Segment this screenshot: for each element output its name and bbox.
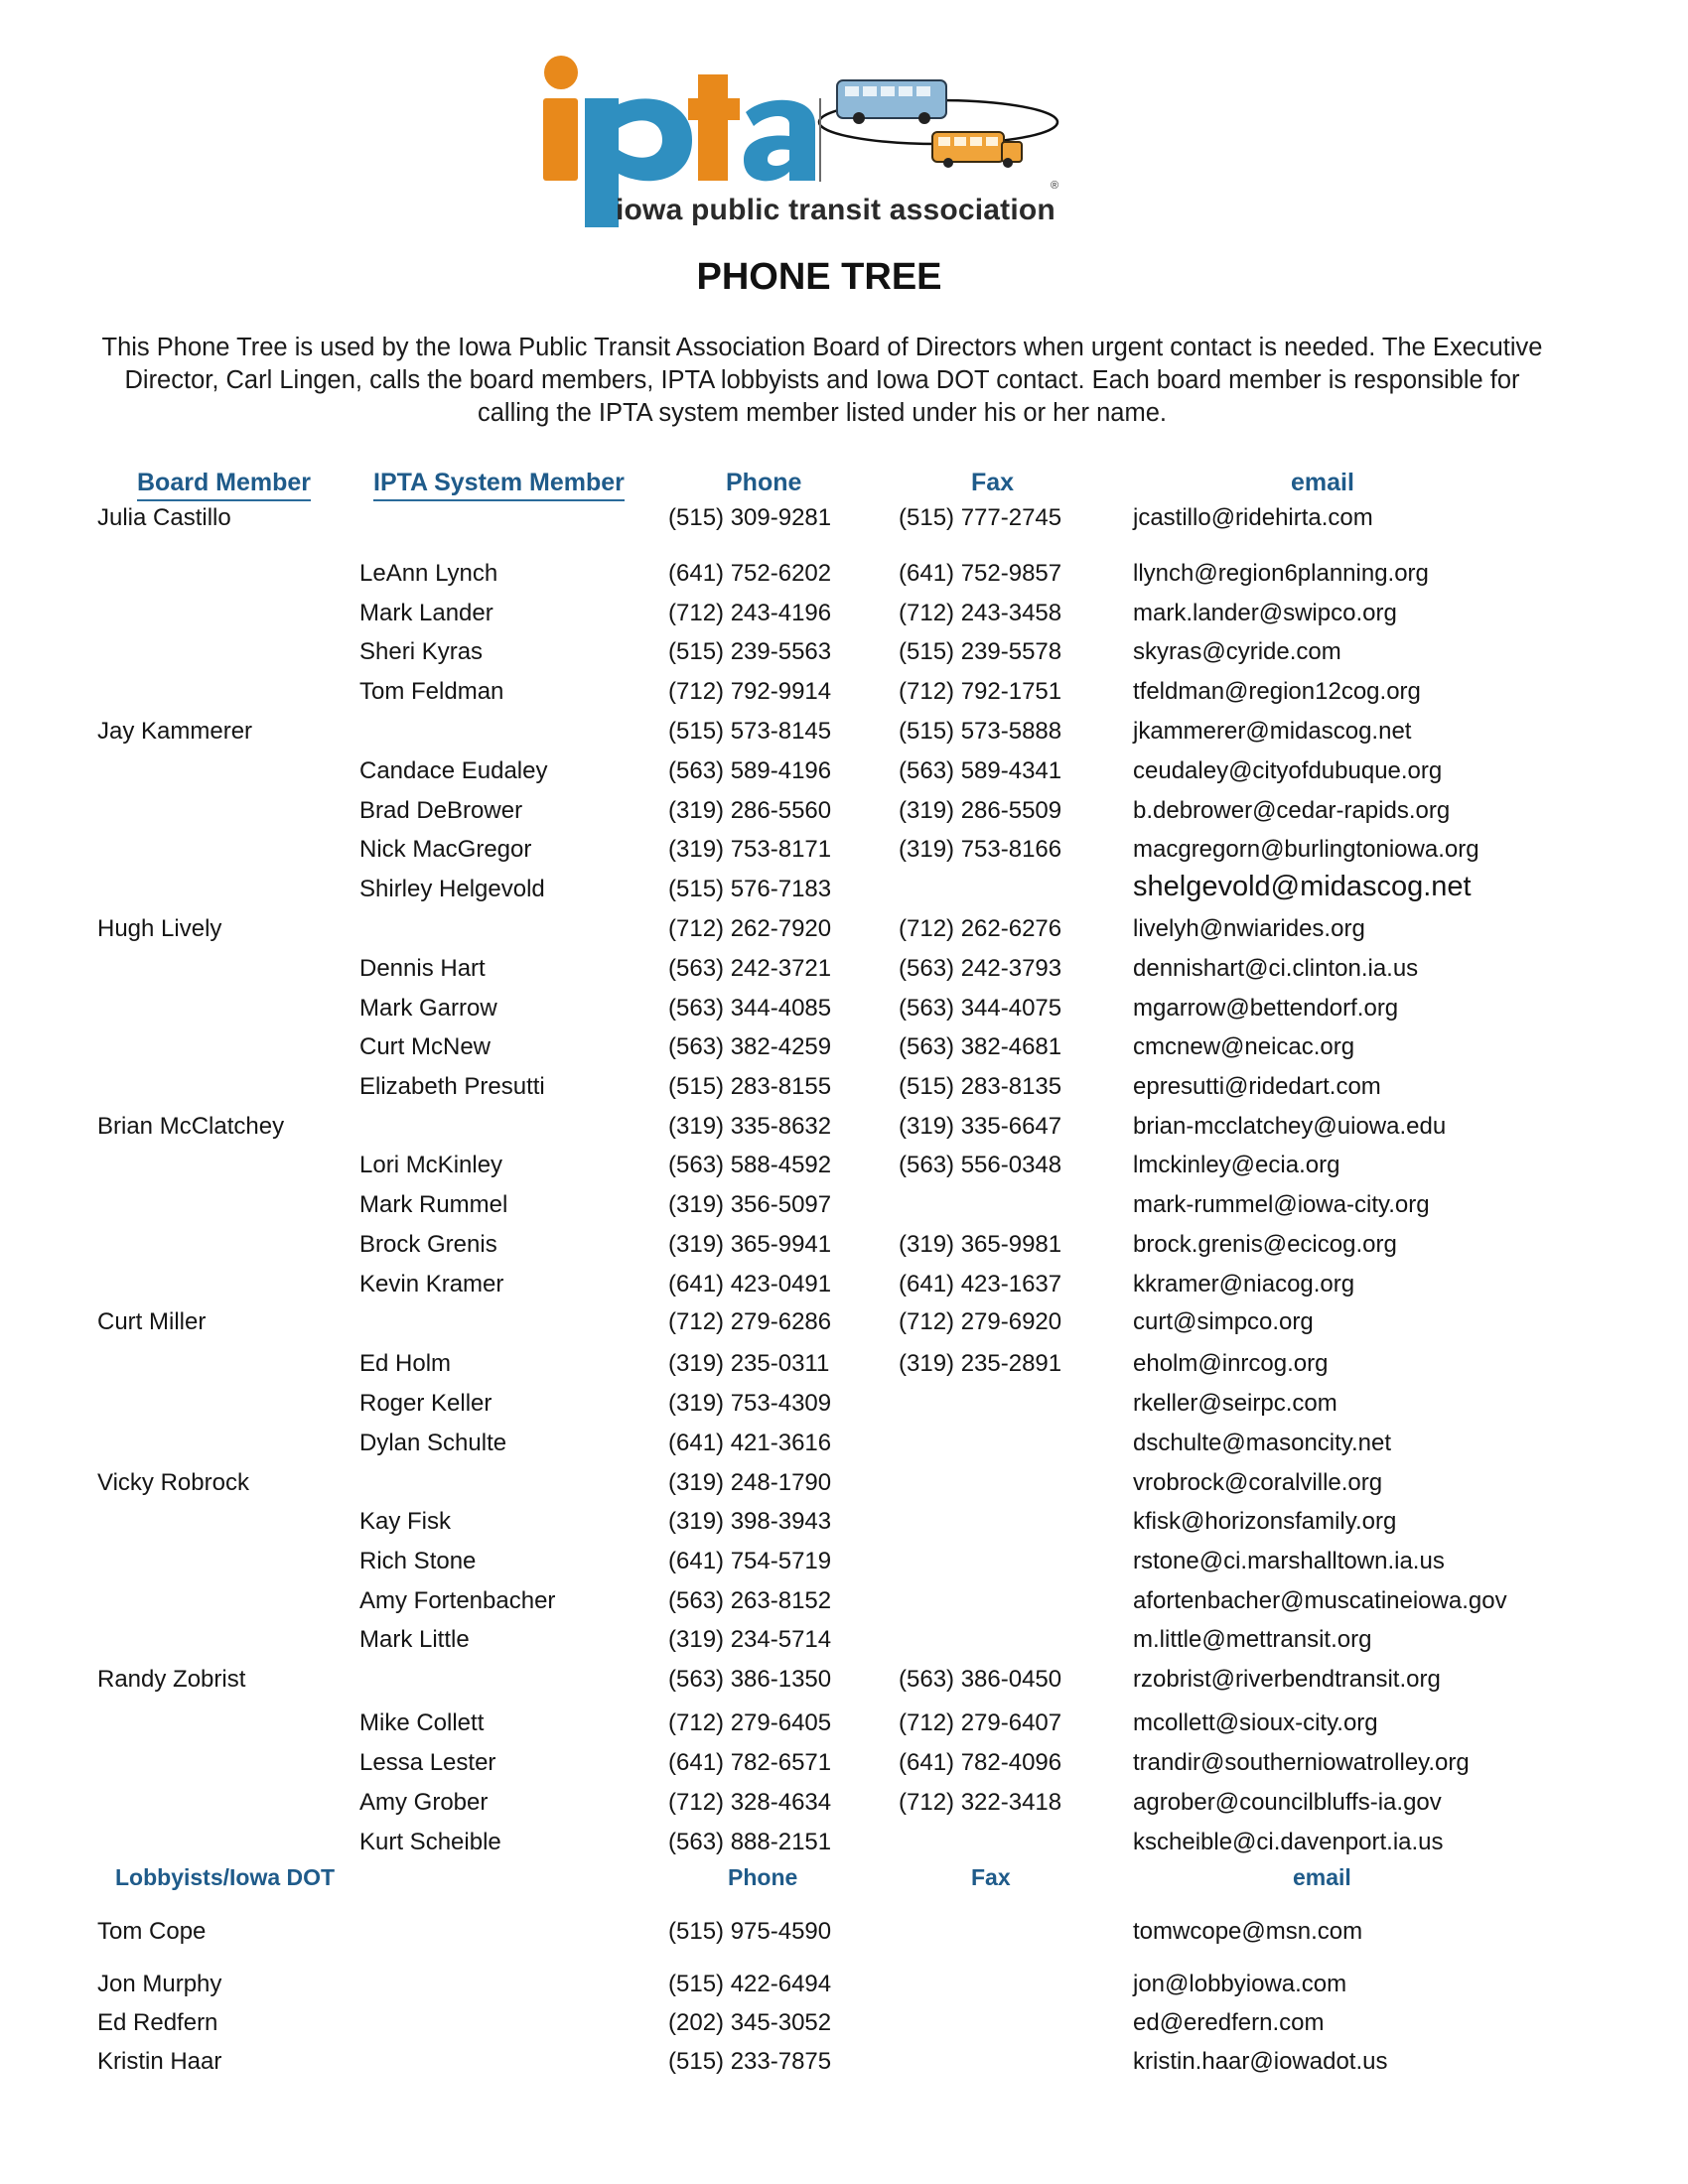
cell-email[interactable]: dennishart@ci.clinton.ia.us xyxy=(1133,955,1419,982)
lobby-row xyxy=(0,2009,1688,2039)
cell-phone: (712) 328-4634 xyxy=(668,1789,832,1816)
table-row xyxy=(0,678,1688,708)
cell-phone: (563) 589-4196 xyxy=(668,757,832,784)
cell-system: Kevin Kramer xyxy=(359,1271,504,1297)
cell-system: Nick MacGregor xyxy=(359,836,532,863)
lobby-row xyxy=(0,1918,1688,1948)
table-row xyxy=(0,1587,1688,1617)
cell-phone: (641) 423-0491 xyxy=(668,1271,832,1297)
cell-fax: (319) 286-5509 xyxy=(899,797,1062,824)
cell-phone: (563) 344-4085 xyxy=(668,995,832,1022)
cell-fax: (641) 423-1637 xyxy=(899,1271,1062,1297)
cell-board: Brian McClatchey xyxy=(97,1113,285,1140)
lobby-cell-email[interactable]: tomwcope@msn.com xyxy=(1133,1918,1363,1945)
header-ipta-system-member: IPTA System Member xyxy=(373,469,625,501)
cell-system: Rich Stone xyxy=(359,1548,477,1574)
header-board-member: Board Member xyxy=(137,469,311,501)
lobby-cell-phone: (202) 345-3052 xyxy=(668,2009,832,2036)
cell-fax: (563) 589-4341 xyxy=(899,757,1062,784)
table-row xyxy=(0,1626,1688,1656)
cell-phone: (515) 283-8155 xyxy=(668,1073,832,1100)
cell-fax: (515) 573-5888 xyxy=(899,718,1062,745)
cell-email[interactable]: mgarrow@bettendorf.org xyxy=(1133,995,1399,1022)
cell-phone: (319) 365-9941 xyxy=(668,1231,832,1258)
cell-email[interactable]: macgregorn@burlingtoniowa.org xyxy=(1133,836,1479,863)
cell-email[interactable]: vrobrock@coralville.org xyxy=(1133,1469,1383,1496)
cell-phone: (319) 235-0311 xyxy=(668,1350,830,1377)
cell-fax: (319) 335-6647 xyxy=(899,1113,1062,1140)
table-row xyxy=(0,1749,1688,1779)
cell-system: Shirley Helgevold xyxy=(359,876,545,902)
cell-phone: (641) 782-6571 xyxy=(668,1749,832,1776)
header-lobby-fax: Fax xyxy=(971,1864,1011,1890)
cell-system: Elizabeth Presutti xyxy=(359,1073,545,1100)
cell-phone: (319) 335-8632 xyxy=(668,1113,832,1140)
cell-phone: (563) 386-1350 xyxy=(668,1666,832,1693)
cell-system: Tom Feldman xyxy=(359,678,504,705)
table-row xyxy=(0,504,1688,534)
cell-phone: (319) 753-4309 xyxy=(668,1390,832,1417)
cell-fax: (563) 242-3793 xyxy=(899,955,1062,982)
cell-system: LeAnn Lynch xyxy=(359,560,498,587)
cell-board: Julia Castillo xyxy=(97,504,231,531)
cell-email[interactable]: b.debrower@cedar-rapids.org xyxy=(1133,797,1451,824)
cell-phone: (712) 262-7920 xyxy=(668,915,832,942)
table-row xyxy=(0,1231,1688,1261)
registered-mark: ® xyxy=(1051,180,1059,192)
cell-fax: (319) 753-8166 xyxy=(899,836,1062,863)
table-row xyxy=(0,560,1688,590)
table-row xyxy=(0,757,1688,787)
table-row xyxy=(0,1113,1688,1143)
table-row xyxy=(0,1430,1688,1459)
table-row xyxy=(0,1073,1688,1103)
cell-email[interactable]: shelgevold@midascog.net xyxy=(1133,871,1472,902)
cell-phone: (319) 398-3943 xyxy=(668,1508,832,1535)
cell-fax: (712) 279-6920 xyxy=(899,1308,1062,1335)
header-lobby-email: email xyxy=(1293,1864,1351,1890)
lobby-cell-phone: (515) 233-7875 xyxy=(668,2048,832,2075)
header-fax: Fax xyxy=(971,469,1015,496)
table-row xyxy=(0,718,1688,748)
cell-phone: (515) 309-9281 xyxy=(668,504,832,531)
header-email: email xyxy=(1291,469,1354,496)
table-row xyxy=(0,1191,1688,1221)
lobby-cell-name: Ed Redfern xyxy=(97,2009,218,2036)
cell-email[interactable]: lmckinley@ecia.org xyxy=(1133,1152,1340,1178)
cell-system: Roger Keller xyxy=(359,1390,492,1417)
cell-email[interactable]: ceudaley@cityofdubuque.org xyxy=(1133,757,1443,784)
cell-phone: (319) 234-5714 xyxy=(668,1626,832,1653)
table-row xyxy=(0,600,1688,629)
lobby-row xyxy=(0,1971,1688,2000)
lobby-row xyxy=(0,2048,1688,2078)
cell-email[interactable]: mcollett@sioux-city.org xyxy=(1133,1709,1378,1736)
cell-fax: (712) 243-3458 xyxy=(899,600,1062,626)
cell-email[interactable]: jcastillo@ridehirta.com xyxy=(1133,504,1373,531)
cell-system: Mark Lander xyxy=(359,600,493,626)
cell-system: Brad DeBrower xyxy=(359,797,523,824)
cell-email[interactable]: epresutti@ridedart.com xyxy=(1133,1073,1381,1100)
table-row xyxy=(0,1350,1688,1380)
cell-fax: (712) 792-1751 xyxy=(899,678,1062,705)
header-lobbyists: Lobbyists/Iowa DOT xyxy=(115,1864,336,1890)
cell-system: Mike Collett xyxy=(359,1709,485,1736)
cell-phone: (712) 792-9914 xyxy=(668,678,832,705)
logo-divider xyxy=(819,98,821,182)
cell-fax: (712) 322-3418 xyxy=(899,1789,1062,1816)
cell-system: Amy Fortenbacher xyxy=(359,1587,556,1614)
cell-email[interactable]: curt@simpco.org xyxy=(1133,1308,1314,1335)
cell-board: Curt Miller xyxy=(97,1308,207,1335)
cell-fax: (641) 782-4096 xyxy=(899,1749,1062,1776)
cell-phone: (319) 356-5097 xyxy=(668,1191,832,1218)
cell-email[interactable]: dschulte@masoncity.net xyxy=(1133,1430,1392,1456)
cell-system: Dennis Hart xyxy=(359,955,486,982)
cell-email[interactable]: kkramer@niacog.org xyxy=(1133,1271,1355,1297)
table-row xyxy=(0,1508,1688,1538)
table-row xyxy=(0,1152,1688,1181)
cell-board: Jay Kammerer xyxy=(97,718,253,745)
table-row xyxy=(0,1548,1688,1577)
table-row xyxy=(0,871,1688,905)
cell-email[interactable]: livelyh@nwiarides.org xyxy=(1133,915,1365,942)
cell-fax: (515) 239-5578 xyxy=(899,638,1062,665)
header-phone: Phone xyxy=(726,469,802,496)
lobby-cell-name: Tom Cope xyxy=(97,1918,207,1945)
cell-system: Sheri Kyras xyxy=(359,638,484,665)
cell-system: Kurt Scheible xyxy=(359,1829,501,1855)
cell-email[interactable]: trandir@southerniowatrolley.org xyxy=(1133,1749,1470,1776)
table-row xyxy=(0,1308,1688,1338)
cell-board: Hugh Lively xyxy=(97,915,222,942)
lobby-cell-email[interactable]: jon@lobbyiowa.com xyxy=(1133,1971,1347,1997)
cell-fax: (515) 283-8135 xyxy=(899,1073,1062,1100)
table-row xyxy=(0,1271,1688,1300)
table-row xyxy=(0,1709,1688,1739)
cell-system: Mark Little xyxy=(359,1626,470,1653)
cell-phone: (712) 243-4196 xyxy=(668,600,832,626)
cell-phone: (515) 239-5563 xyxy=(668,638,832,665)
cell-email[interactable]: rkeller@seirpc.com xyxy=(1133,1390,1337,1417)
cell-system: Ed Holm xyxy=(359,1350,452,1377)
lobby-cell-name: Kristin Haar xyxy=(97,2048,222,2075)
cell-phone: (563) 263-8152 xyxy=(668,1587,832,1614)
cell-system: Dylan Schulte xyxy=(359,1430,507,1456)
header-lobby-phone: Phone xyxy=(728,1864,798,1890)
table-row xyxy=(0,1789,1688,1819)
cell-email[interactable]: mark-rummel@iowa-city.org xyxy=(1133,1191,1430,1218)
cell-email[interactable]: rstone@ci.marshalltown.ia.us xyxy=(1133,1548,1445,1574)
cell-fax: (515) 777-2745 xyxy=(899,504,1062,531)
cell-phone: (319) 286-5560 xyxy=(668,797,832,824)
cell-phone: (712) 279-6405 xyxy=(668,1709,832,1736)
cell-board: Randy Zobrist xyxy=(97,1666,246,1693)
cell-system: Kay Fisk xyxy=(359,1508,452,1535)
cell-fax: (641) 752-9857 xyxy=(899,560,1062,587)
logo-tagline: iowa public transit association xyxy=(616,194,1055,226)
cell-system: Lori McKinley xyxy=(359,1152,503,1178)
lobby-cell-phone: (515) 422-6494 xyxy=(668,1971,832,1997)
cell-email[interactable]: brian-mcclatchey@uiowa.edu xyxy=(1133,1113,1447,1140)
cell-email[interactable]: afortenbacher@muscatineiowa.gov xyxy=(1133,1587,1507,1614)
cell-fax: (563) 386-0450 xyxy=(899,1666,1062,1693)
table-row xyxy=(0,836,1688,866)
table-row xyxy=(0,1666,1688,1696)
cell-fax: (712) 279-6407 xyxy=(899,1709,1062,1736)
cell-fax: (563) 344-4075 xyxy=(899,995,1062,1022)
cell-phone: (563) 888-2151 xyxy=(668,1829,832,1855)
cell-fax: (563) 382-4681 xyxy=(899,1033,1062,1060)
table-row xyxy=(0,915,1688,945)
table-row xyxy=(0,955,1688,985)
cell-email[interactable]: kfisk@horizonsfamily.org xyxy=(1133,1508,1397,1535)
cell-phone: (641) 421-3616 xyxy=(668,1430,832,1456)
cell-email[interactable]: skyras@cyride.com xyxy=(1133,638,1341,665)
lobby-cell-email[interactable]: kristin.haar@iowadot.us xyxy=(1133,2048,1388,2075)
page-title: PHONE TREE xyxy=(696,256,942,298)
cell-system: Candace Eudaley xyxy=(359,757,548,784)
lobby-cell-phone: (515) 975-4590 xyxy=(668,1918,832,1945)
cell-email[interactable]: brock.grenis@ecicog.org xyxy=(1133,1231,1397,1258)
cell-system: Lessa Lester xyxy=(359,1749,496,1776)
cell-fax: (319) 235-2891 xyxy=(899,1350,1062,1377)
cell-email[interactable]: tfeldman@region12cog.org xyxy=(1133,678,1421,705)
cell-fax: (563) 556-0348 xyxy=(899,1152,1062,1178)
cell-email[interactable]: mark.lander@swipco.org xyxy=(1133,600,1397,626)
cell-phone: (563) 588-4592 xyxy=(668,1152,832,1178)
cell-phone: (319) 248-1790 xyxy=(668,1469,832,1496)
cell-fax: (319) 365-9981 xyxy=(899,1231,1062,1258)
cell-system: Brock Grenis xyxy=(359,1231,497,1258)
lobby-cell-name: Jon Murphy xyxy=(97,1971,222,1997)
cell-phone: (319) 753-8171 xyxy=(668,836,832,863)
cell-email[interactable]: llynch@region6planning.org xyxy=(1133,560,1429,587)
cell-system: Mark Rummel xyxy=(359,1191,508,1218)
cell-fax: (712) 262-6276 xyxy=(899,915,1062,942)
cell-phone: (641) 752-6202 xyxy=(668,560,832,587)
cell-phone: (712) 279-6286 xyxy=(668,1308,832,1335)
cell-phone: (515) 576-7183 xyxy=(668,876,832,902)
cell-email[interactable]: kscheible@ci.davenport.ia.us xyxy=(1133,1829,1444,1855)
ipta-logo xyxy=(541,55,1077,233)
cell-phone: (563) 382-4259 xyxy=(668,1033,832,1060)
cell-email[interactable]: rzobrist@riverbendtransit.org xyxy=(1133,1666,1441,1693)
table-row xyxy=(0,1033,1688,1063)
cell-system: Mark Garrow xyxy=(359,995,497,1022)
cell-phone: (515) 573-8145 xyxy=(668,718,832,745)
lobby-cell-email[interactable]: ed@eredfern.com xyxy=(1133,2009,1325,2036)
cell-system: Curt McNew xyxy=(359,1033,492,1060)
cell-email[interactable]: cmcnew@neicac.org xyxy=(1133,1033,1355,1060)
intro-paragraph: This Phone Tree is used by the Iowa Public Transit Association Board of Directors when urgent contact is needed. The Executive Director, Carl Lingen, calls the board members, IPTA lobbyists and Iowa DOT contact. Each board member is responsible for calling the IPTA system member listed under his or her name. xyxy=(101,334,1543,427)
table-row xyxy=(0,797,1688,827)
cell-email[interactable]: jkammerer@midascog.net xyxy=(1133,718,1412,745)
cell-phone: (563) 242-3721 xyxy=(668,955,832,982)
cell-phone: (641) 754-5719 xyxy=(668,1548,832,1574)
cell-email[interactable]: agrober@councilbluffs-ia.gov xyxy=(1133,1789,1442,1816)
table-row xyxy=(0,638,1688,668)
table-row xyxy=(0,1469,1688,1499)
cell-system: Amy Grober xyxy=(359,1789,489,1816)
table-row xyxy=(0,1390,1688,1420)
cell-email[interactable]: m.little@mettransit.org xyxy=(1133,1626,1372,1653)
table-row xyxy=(0,1829,1688,1858)
cell-email[interactable]: eholm@inrcog.org xyxy=(1133,1350,1329,1377)
cell-board: Vicky Robrock xyxy=(97,1469,249,1496)
table-row xyxy=(0,995,1688,1024)
